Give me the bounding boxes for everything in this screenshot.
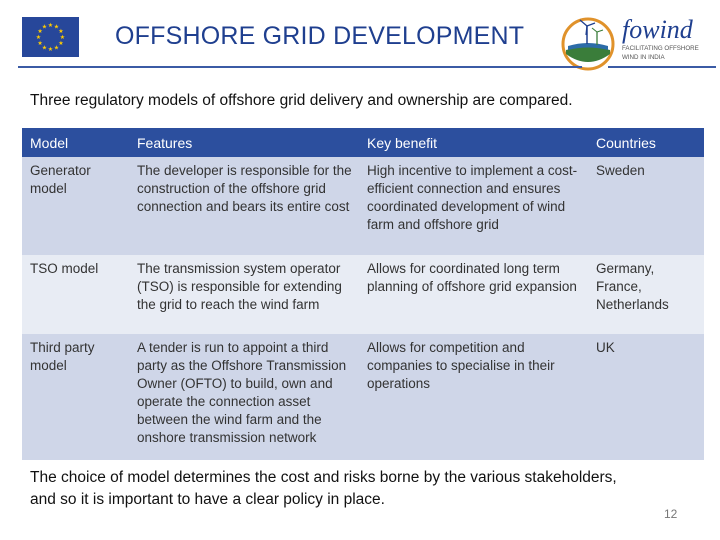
cell-features: The transmission system operator (TSO) is responsible for extending the grid to reach the wind farm	[129, 255, 359, 334]
cell-features: The developer is responsible for the construction of the offshore grid connection and bears its entire cost	[129, 157, 359, 255]
eu-star-icon: ★	[35, 35, 42, 41]
cell-benefit: High incentive to implement a cost-efficient connection and ensures coordinated development of wind farm and offshore grid	[359, 157, 588, 255]
fowind-wordmark-logo	[620, 14, 712, 64]
cell-model: TSO model	[22, 255, 129, 334]
header-countries: Countries	[588, 128, 704, 157]
svg-text:FACILITATING OFFSHORE: FACILITATING OFFSHORE	[622, 45, 699, 52]
eu-star-icon: ★	[53, 45, 60, 52]
cell-benefit: Allows for coordinated long term planning of offshore grid expansion	[359, 255, 588, 334]
header-features: Features	[129, 128, 359, 157]
fowind-emblem-logo	[560, 14, 616, 74]
cell-countries: Sweden	[588, 157, 704, 255]
slide-title: OFFSHORE GRID DEVELOPMENT	[115, 22, 525, 50]
eu-star-icon: ★	[37, 41, 43, 47]
title-underline-right	[608, 66, 716, 68]
intro-text: Three regulatory models of offshore grid delivery and ownership are compared.	[30, 92, 573, 109]
title-underline	[18, 66, 582, 68]
regulatory-models-table	[22, 128, 704, 460]
eu-star-icon: ★	[53, 24, 60, 31]
eu-star-icon: ★	[41, 45, 48, 52]
table-header-row	[22, 128, 704, 157]
eu-star-icon: ★	[47, 47, 54, 53]
eu-star-icon: ★	[41, 24, 48, 31]
header-key-benefit: Key benefit	[359, 128, 588, 157]
table-row	[22, 255, 704, 334]
eu-star-icon: ★	[58, 41, 64, 47]
eu-flag-logo	[22, 17, 79, 57]
table-row	[22, 157, 704, 255]
cell-countries: Germany, France, Netherlands	[588, 255, 704, 334]
eu-star-icon: ★	[47, 23, 54, 29]
svg-text:WIND IN INDIA: WIND IN INDIA	[622, 54, 665, 61]
eu-star-icon: ★	[37, 29, 43, 35]
cell-model: Third party model	[22, 334, 129, 460]
cell-benefit: Allows for competition and companies to specialise in their operations	[359, 334, 588, 460]
svg-text:fowind: fowind	[622, 15, 693, 44]
eu-star-icon: ★	[59, 35, 66, 41]
page-number: 12	[664, 507, 678, 521]
closing-statement: The choice of model determines the cost and risks borne by the various stakeholders, and so it is important to have a clear policy in place.	[30, 469, 617, 508]
header-model: Model	[22, 128, 129, 157]
cell-model: Generator model	[22, 157, 129, 255]
cell-features: A tender is run to appoint a third party as the Offshore Transmission Owner (OFTO) to build, own and operate the connection asset between the wind farm and the onshore transmission network	[129, 334, 359, 460]
eu-star-icon: ★	[58, 29, 64, 35]
table-row	[22, 334, 704, 460]
cell-countries: UK	[588, 334, 704, 460]
